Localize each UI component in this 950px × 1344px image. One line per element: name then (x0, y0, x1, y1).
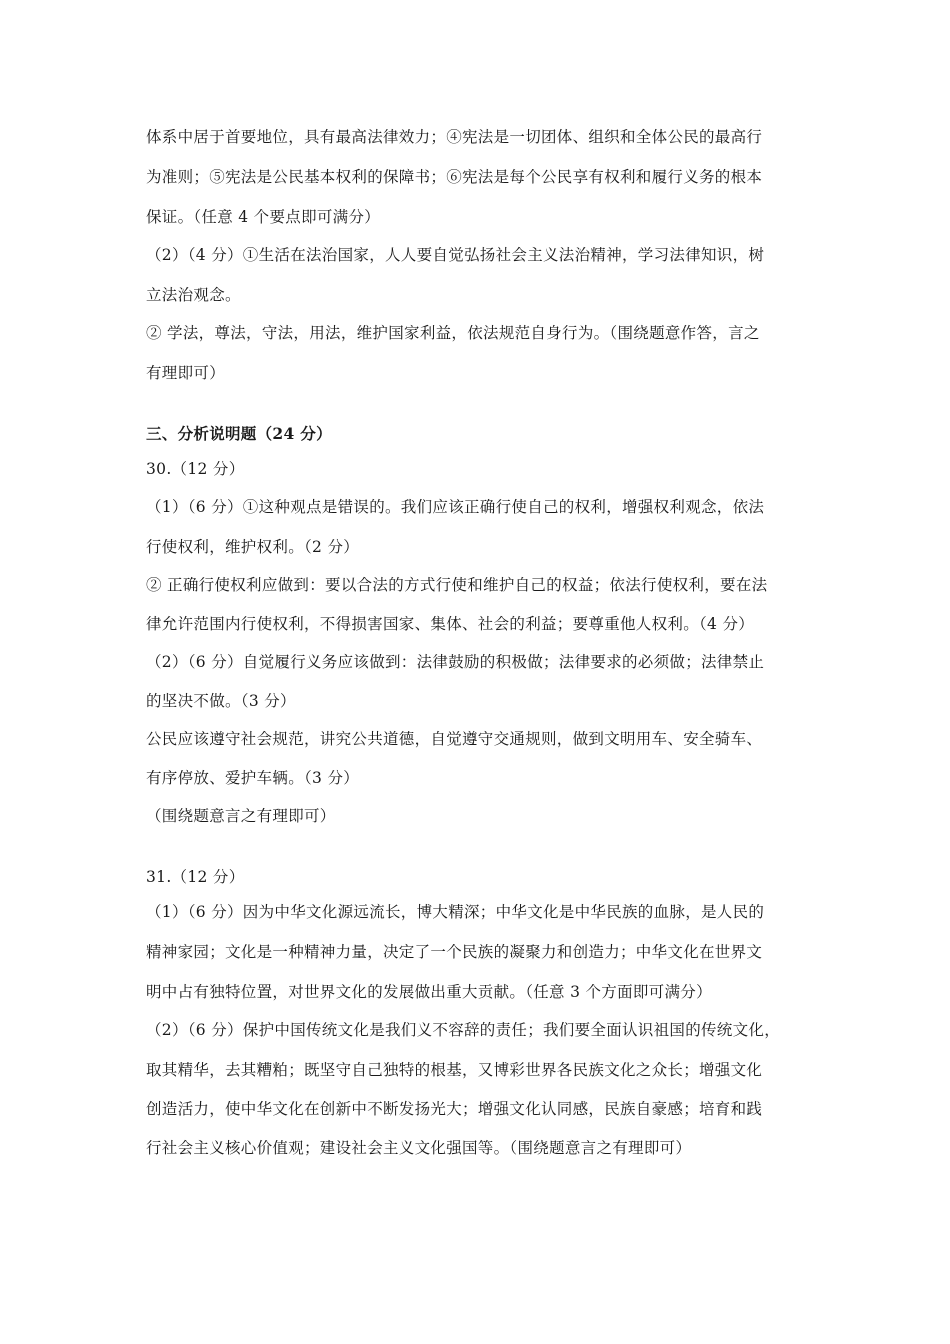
text-line: 体系中居于首要地位，具有最高法律效力；④宪法是一切团体、组织和全体公民的最高行 (146, 128, 763, 146)
text-line: 有序停放、爱护车辆。（3 分） (146, 769, 360, 787)
text-line: 的坚决不做。（3 分） (146, 692, 296, 710)
text-line: 保证。（任意 4 个要点即可满分） (146, 208, 381, 226)
text-line: ② 学法，尊法，守法，用法，维护国家利益，依法规范自身行为。（围绕题意作答，言之 (146, 324, 760, 342)
text-line: 行使权利，维护权利。（2 分） (146, 538, 360, 556)
text-line: 精神家园；文化是一种精神力量，决定了一个民族的凝聚力和创造力；中华文化在世界文 (146, 943, 763, 961)
text-line: （2）（4 分）①生活在法治国家，人人要自觉弘扬社会主义法治精神，学习法律知识，树 (146, 246, 765, 264)
text-line: （1）（6 分）因为中华文化源远流长，博大精深；中华文化是中华民族的血脉，是人民的 (146, 903, 765, 921)
text-line: 律允许范围内行使权利，不得损害国家、集体、社会的利益；要尊重他人权利。（4 分） (146, 615, 755, 633)
text-line: 取其精华，去其糟粕；既坚守自己独特的根基，又博彩世界各民族文化之众长；增强文化 (146, 1061, 763, 1079)
question-number: 30.（12 分） (146, 460, 245, 478)
section-heading: 三、分析说明题（24 分） (146, 424, 332, 443)
text-line: 行社会主义核心价值观；建设社会主义文化强国等。（围绕题意言之有理即可） (146, 1139, 692, 1157)
text-line: （2）（6 分）自觉履行义务应该做到：法律鼓励的积极做；法律要求的必须做；法律禁止 (146, 653, 765, 671)
question-number: 31.（12 分） (146, 868, 245, 886)
text-line: （2）（6 分）保护中国传统文化是我们义不容辞的责任；我们要全面认识祖国的传统文化， (146, 1021, 781, 1039)
text-line: （围绕题意言之有理即可） (146, 807, 336, 825)
text-line: 创造活力，使中华文化在创新中不断发扬光大；增强文化认同感，民族自豪感；培育和践 (146, 1100, 763, 1118)
text-line: （1）（6 分）①这种观点是错误的。我们应该正确行使自己的权利，增强权利观念，依法 (146, 498, 765, 516)
text-line: 为准则；⑤宪法是公民基本权利的保障书；⑥宪法是每个公民享有权利和履行义务的根本 (146, 168, 763, 186)
text-line: 公民应该遵守社会规范，讲究公共道德，自觉遵守交通规则，做到文明用车、安全骑车、 (146, 730, 763, 748)
text-line: 立法治观念。 (146, 286, 241, 304)
text-line: ② 正确行使权利应做到：要以合法的方式行使和维护自己的权益；依法行使权利，要在法 (146, 576, 768, 594)
text-line: 有理即可） (146, 364, 226, 382)
text-line: 明中占有独特位置，对世界文化的发展做出重大贡献。（任意 3 个方面即可满分） (146, 983, 712, 1001)
